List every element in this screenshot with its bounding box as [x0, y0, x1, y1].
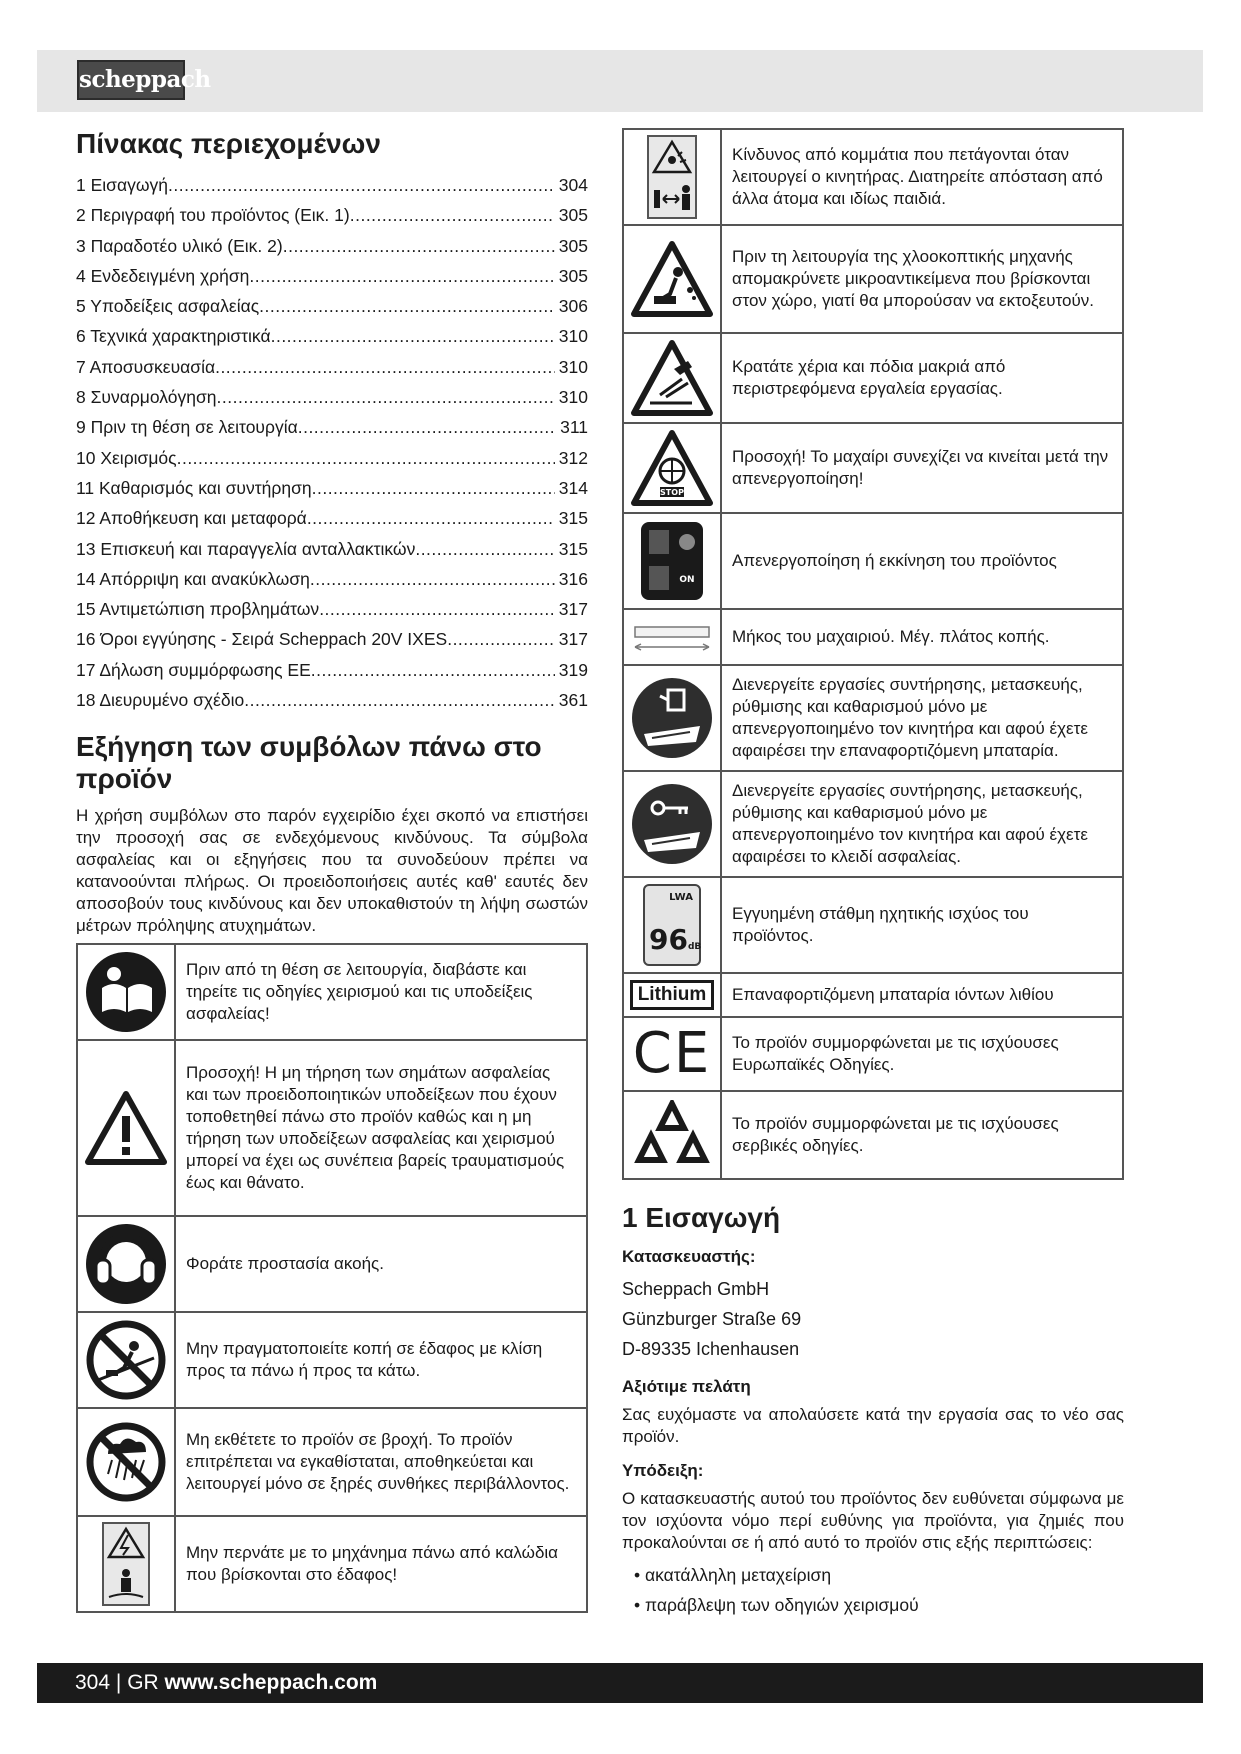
toc-item[interactable]: [76, 473, 588, 503]
toc-leader-dots: [177, 443, 555, 473]
website-link[interactable]: www.scheppach.com: [164, 1671, 378, 1694]
toc-item-title: 1 Εισαγωγή: [76, 175, 168, 195]
toc-item-page: 317: [558, 629, 588, 650]
toc-item-title: 18 Διευρυμένο σχέδιο: [76, 690, 245, 711]
toc-leader-dots: [307, 503, 555, 533]
blade-length-icon: [626, 617, 718, 657]
symbol-description: Μήκος του μαχαιριού. Μέγ. πλάτος κοπής.: [721, 609, 1123, 665]
toc-item-page: 310: [558, 356, 588, 377]
symbol-icon-cell: [77, 1216, 175, 1312]
symbols-heading: Εξήγηση των συμβόλων πάνω στο προϊόν: [76, 731, 542, 795]
symbol-description: Απενεργοποίηση ή εκκίνηση του προϊόντος: [721, 513, 1123, 609]
hearing-protection-icon: [80, 1222, 172, 1306]
ce-mark-icon: CE: [632, 1021, 712, 1086]
svg-text:STOP: STOP: [660, 488, 684, 497]
toc-item-title: 3 Παραδοτέο υλικό (Εικ. 2): [76, 235, 283, 256]
left-column: [76, 128, 588, 1613]
symbol-description: Μην περνάτε με το μηχάνημα πάνω από καλώδια που βρίσκονται στο έδαφος!: [175, 1516, 587, 1612]
symbol-row: [77, 1312, 587, 1408]
on-off-icon: [626, 520, 718, 602]
symbol-icon-cell: [623, 877, 721, 973]
toc-item[interactable]: [76, 443, 588, 473]
toc-item-title: 7 Αποσυσκευασία: [76, 356, 216, 377]
symbol-row: [623, 1091, 1123, 1179]
symbol-icon-cell: [623, 609, 721, 665]
toc-item-page: 305: [558, 205, 588, 226]
toc-leader-dots: [312, 473, 555, 503]
customer-text: Σας ευχόμαστε να απολαύσετε κατά την εργασία σας το νέο σας προϊόν.: [622, 1405, 1124, 1446]
symbol-row: [77, 1216, 587, 1312]
toc-item[interactable]: [76, 564, 588, 594]
toc-item[interactable]: [76, 685, 588, 715]
toc-item[interactable]: [76, 170, 588, 200]
toc-item[interactable]: [76, 291, 588, 321]
toc-title: Πίνακας περιεχομένων: [76, 128, 381, 159]
address-line: Scheppach GmbH: [622, 1279, 770, 1299]
toc-leader-dots: [249, 261, 554, 291]
toc-item-title: 8 Συναρμολόγηση: [76, 387, 217, 408]
toc-item-title: 17 Δήλωση συμμόρφωσης ΕΕ: [76, 659, 311, 680]
toc-leader-dots: [244, 685, 555, 715]
scheppach-logo: scheppach: [77, 60, 185, 100]
toc-item-page: 361: [558, 690, 588, 711]
toc-item-page: 310: [558, 326, 588, 347]
symbol-icon-cell: [77, 1040, 175, 1216]
symbol-icon-cell: [77, 1408, 175, 1516]
sound-power-icon: [643, 884, 701, 966]
symbol-row: [623, 129, 1123, 225]
toc-leader-dots: [283, 231, 555, 261]
no-slope-cutting-icon: [80, 1318, 172, 1402]
toc-item-title: 5 Υποδείξεις ασφαλείας: [76, 296, 260, 317]
symbol-description: Πριν τη λειτουργία της χλοοκοπτικής μηχανής απομακρύνετε μικροαντικείμενα που βρίσκονται στον χώρο, γιατί θα μπορούσαν να εκτοξευτούν.: [721, 225, 1123, 333]
toc-leader-dots: [259, 291, 555, 321]
toc-item-title: 14 Απόρριψη και ανακύκλωση: [76, 568, 310, 589]
toc-leader-dots: [447, 624, 555, 654]
sound-power-unit: dB: [687, 942, 702, 952]
toc-leader-dots: [271, 321, 555, 351]
toc-item[interactable]: [76, 503, 588, 533]
page-number: 304: [75, 1671, 111, 1694]
page-footer: [37, 1663, 1203, 1703]
symbol-row: [623, 609, 1123, 665]
toc-leader-dots: [310, 564, 555, 594]
toc-item-page: 306: [558, 296, 588, 317]
toc-item[interactable]: [76, 382, 588, 412]
symbol-description: Μην πραγματοποιείτε κοπή σε έδαφος με κλίση προς τα πάνω ή προς τα κάτω.: [175, 1312, 587, 1408]
symbol-description: Το προϊόν συμμορφώνεται με τις ισχύουσες Ευρωπαϊκές Οδηγίες.: [721, 1017, 1123, 1091]
right-column: [622, 128, 1124, 1620]
page-header: [37, 50, 1203, 112]
no-rain-icon: [80, 1420, 172, 1504]
toc-item[interactable]: [76, 594, 588, 624]
flying-debris-icon: [626, 134, 718, 220]
toc-item[interactable]: [76, 412, 588, 442]
toc-item-title: 2 Περιγραφή του προϊόντος (Εικ. 1): [76, 205, 350, 226]
toc-item-page: 315: [558, 508, 588, 529]
toc-leader-dots: [319, 594, 555, 624]
intro-heading: 1 Εισαγωγή: [622, 1202, 781, 1233]
symbols-intro: Η χρήση συμβόλων στο παρόν εγχειρίδιο έχει σκοπό να επιστήσει την προσοχή σας σε ενδεχόμενους κινδύνους. Τα σύμβολα ασφαλείας και οι εξηγήσεις που τα συνοδεύουν πρέπει να κατανοούνται πλήρως. Οι προειδοποιήσεις αυτές καθ' εαυτές δεν αποσοβούν τους κινδύνους και δεν υποκαθιστούν τη λήψη σωστών μέτρων πρόληψης ατυχημάτων.: [76, 806, 588, 936]
toc-leader-dots: [168, 170, 555, 200]
symbol-icon-cell: [623, 665, 721, 771]
sound-power-label: LWA: [669, 892, 693, 903]
symbol-description: Προσοχή! Το μαχαίρι συνεχίζει να κινείται μετά την απενεργοποίηση!: [721, 423, 1123, 513]
toc-item[interactable]: [76, 261, 588, 291]
toc-item-title: 10 Χειρισμός: [76, 447, 177, 468]
toc-item[interactable]: [76, 352, 588, 382]
toc-item[interactable]: [76, 655, 588, 685]
note-label: Υπόδειξη:: [622, 1461, 704, 1480]
symbol-description: Κρατάτε χέρια και πόδια μακριά από περιστρεφόμενα εργαλεία εργασίας.: [721, 333, 1123, 423]
symbol-row: [623, 665, 1123, 771]
symbol-icon-cell: [623, 513, 721, 609]
serbian-mark-icon: [626, 1100, 718, 1170]
symbol-description: Επαναφορτιζόμενη μπαταρία ιόντων λιθίου: [721, 973, 1123, 1017]
list-item: • ακατάλληλη μεταχείριση: [634, 1560, 1124, 1590]
symbol-row: [77, 1408, 587, 1516]
toc-item[interactable]: [76, 624, 588, 654]
svg-text:ON: ON: [679, 575, 695, 585]
toc-item-title: 15 Αντιμετώπιση προβλημάτων: [76, 599, 320, 620]
address-line: D-89335 Ichenhausen: [622, 1339, 800, 1359]
toc-leader-dots: [217, 382, 555, 412]
list-item: • παράβλεψη των οδηγιών χειρισμού: [634, 1590, 1124, 1620]
symbol-row: [623, 333, 1123, 423]
toc-leader-dots: [298, 412, 556, 442]
symbol-description: Πριν από τη θέση σε λειτουργία, διαβάστε και τηρείτε τις οδηγίες χειρισμού και τις υποδείξεις ασφαλείας!: [175, 944, 587, 1040]
symbol-description: Φοράτε προστασία ακοής.: [175, 1216, 587, 1312]
symbol-row: [623, 973, 1123, 1017]
remove-battery-icon: [626, 676, 718, 760]
toc-item[interactable]: [76, 534, 588, 564]
warning-triangle-icon: [80, 1090, 172, 1166]
symbol-row: [77, 944, 587, 1040]
toc-item-page: 312: [558, 447, 588, 468]
manufacturer-address: [622, 1274, 1124, 1364]
symbol-description: Μη εκθέτετε το προϊόν σε βροχή. Το προϊόν επιτρέπεται να εγκαθίσταται, αποθηκεύεται και λειτουργεί μόνο σε ξηρές συνθήκες περιβάλλοντος.: [175, 1408, 587, 1516]
sound-power-value: 96: [649, 923, 688, 956]
address-line: Günzburger Straße 69: [622, 1309, 802, 1329]
symbol-row: [623, 1017, 1123, 1091]
toc-item-page: 304: [558, 175, 588, 195]
toc-item-page: 310: [558, 387, 588, 408]
symbol-row: [77, 1516, 587, 1612]
toc-item-title: 4 Ενδεδειγμένη χρήση: [76, 265, 250, 286]
blade-stop-icon: [626, 429, 718, 507]
symbol-icon-cell: [623, 423, 721, 513]
toc-item-page: 305: [558, 265, 588, 286]
table-of-contents: [76, 170, 588, 715]
symbol-icon-cell: [623, 771, 721, 877]
toc-item-title: 11 Καθαρισμός και συντήρηση: [76, 477, 312, 498]
symbol-row: [623, 513, 1123, 609]
toc-item-page: 311: [560, 417, 588, 438]
toc-item-title: 6 Τεχνικά χαρακτηριστικά: [76, 326, 271, 347]
liability-list: [622, 1560, 1124, 1620]
symbol-icon-cell: [77, 944, 175, 1040]
toc-item-page: 305: [558, 235, 588, 256]
symbols-table-right: [622, 128, 1124, 1180]
toc-item-title: 9 Πριν τη θέση σε λειτουργία: [76, 417, 298, 438]
symbol-description: Προσοχή! Η μη τήρηση των σημάτων ασφαλείας και των προειδοποιητικών υποδείξεων που έχουν τοποθετηθεί πάνω στο προϊόν καθώς και η μη τήρηση των υποδείξεων ασφαλείας και χειρισμού μπορεί να έχει ως συνέπεια βαρείς τραυματισμούς έως και θάνατο.: [175, 1040, 587, 1216]
remove-objects-icon: [626, 240, 718, 318]
toc-item-page: 319: [558, 659, 588, 680]
symbols-table-left: [76, 943, 588, 1613]
footer-separator: |: [115, 1671, 122, 1694]
symbol-icon-cell: [623, 1091, 721, 1179]
symbol-description: Διενεργείτε εργασίες συντήρησης, μετασκευής, ρύθμισης και καθαρισμού μόνο με απενεργοποιημένο τον κινητήρα και αφού έχετε αφαιρέσει το κλειδί ασφαλείας.: [721, 771, 1123, 877]
symbol-icon-cell: [623, 1017, 721, 1091]
language-code: GR: [127, 1671, 159, 1694]
symbol-description: Κίνδυνος από κομμάτια που πετάγονται όταν λειτουργεί ο κινητήρας. Διατηρείτε απόσταση από άλλα άτομα και ιδίως παιδιά.: [721, 129, 1123, 225]
toc-leader-dots: [215, 352, 555, 382]
symbol-icon-cell: [77, 1516, 175, 1612]
toc-item-page: 315: [558, 538, 588, 559]
toc-item[interactable]: [76, 231, 588, 261]
symbol-description: Εγγυημένη στάθμη ηχητικής ισχύος του προϊόντος.: [721, 877, 1123, 973]
manufacturer-label: Κατασκευαστής:: [622, 1247, 756, 1266]
toc-item-page: 316: [558, 568, 588, 589]
toc-leader-dots: [311, 655, 555, 685]
toc-leader-dots: [350, 200, 555, 230]
symbol-icon-cell: [623, 225, 721, 333]
toc-item[interactable]: [76, 200, 588, 230]
symbol-icon-cell: [623, 973, 721, 1017]
customer-label: Αξιότιμε πελάτη: [622, 1377, 751, 1396]
toc-item-page: 314: [558, 477, 588, 498]
toc-item-title: 13 Επισκευή και παραγγελία ανταλλακτικών: [76, 538, 416, 559]
keep-hands-away-icon: [626, 339, 718, 417]
symbol-icon-cell: [77, 1312, 175, 1408]
symbol-description: Διενεργείτε εργασίες συντήρησης, μετασκευής, ρύθμισης και καθαρισμού μόνο με απενεργοποιημένο τον κινητήρα και αφού έχετε αφαιρέσει την επαναφορτιζόμενη μπαταρία.: [721, 665, 1123, 771]
symbol-icon-cell: [623, 333, 721, 423]
symbol-description: Το προϊόν συμμορφώνεται με τις ισχύουσες σερβικές οδηγίες.: [721, 1091, 1123, 1179]
symbol-row: [623, 771, 1123, 877]
symbol-row: [77, 1040, 587, 1216]
lithium-icon: Lithium: [630, 980, 714, 1010]
note-text: Ο κατασκευαστής αυτού του προϊόντος δεν ευθύνεται σύμφωνα με τον ισχύοντα νόμο περί ευθύνης για προϊόντα, για ζημιές που προκαλούνται σε ή από αυτό το προϊόν στις εξής περιπτώσεις:: [622, 1489, 1124, 1552]
toc-item-title: 16 Όροι εγγύησης - Σειρά Scheppach 20V IXES: [76, 629, 448, 650]
symbol-row: [623, 423, 1123, 513]
read-manual-icon: [80, 950, 172, 1034]
toc-item[interactable]: [76, 321, 588, 351]
symbol-row: [623, 225, 1123, 333]
remove-key-icon: [626, 782, 718, 866]
toc-item-title: 12 Αποθήκευση και μεταφορά: [76, 508, 307, 529]
toc-item-page: 317: [558, 599, 588, 620]
symbol-row: [623, 877, 1123, 973]
toc-leader-dots: [415, 534, 554, 564]
no-cables-icon: [80, 1521, 172, 1607]
symbol-icon-cell: [623, 129, 721, 225]
